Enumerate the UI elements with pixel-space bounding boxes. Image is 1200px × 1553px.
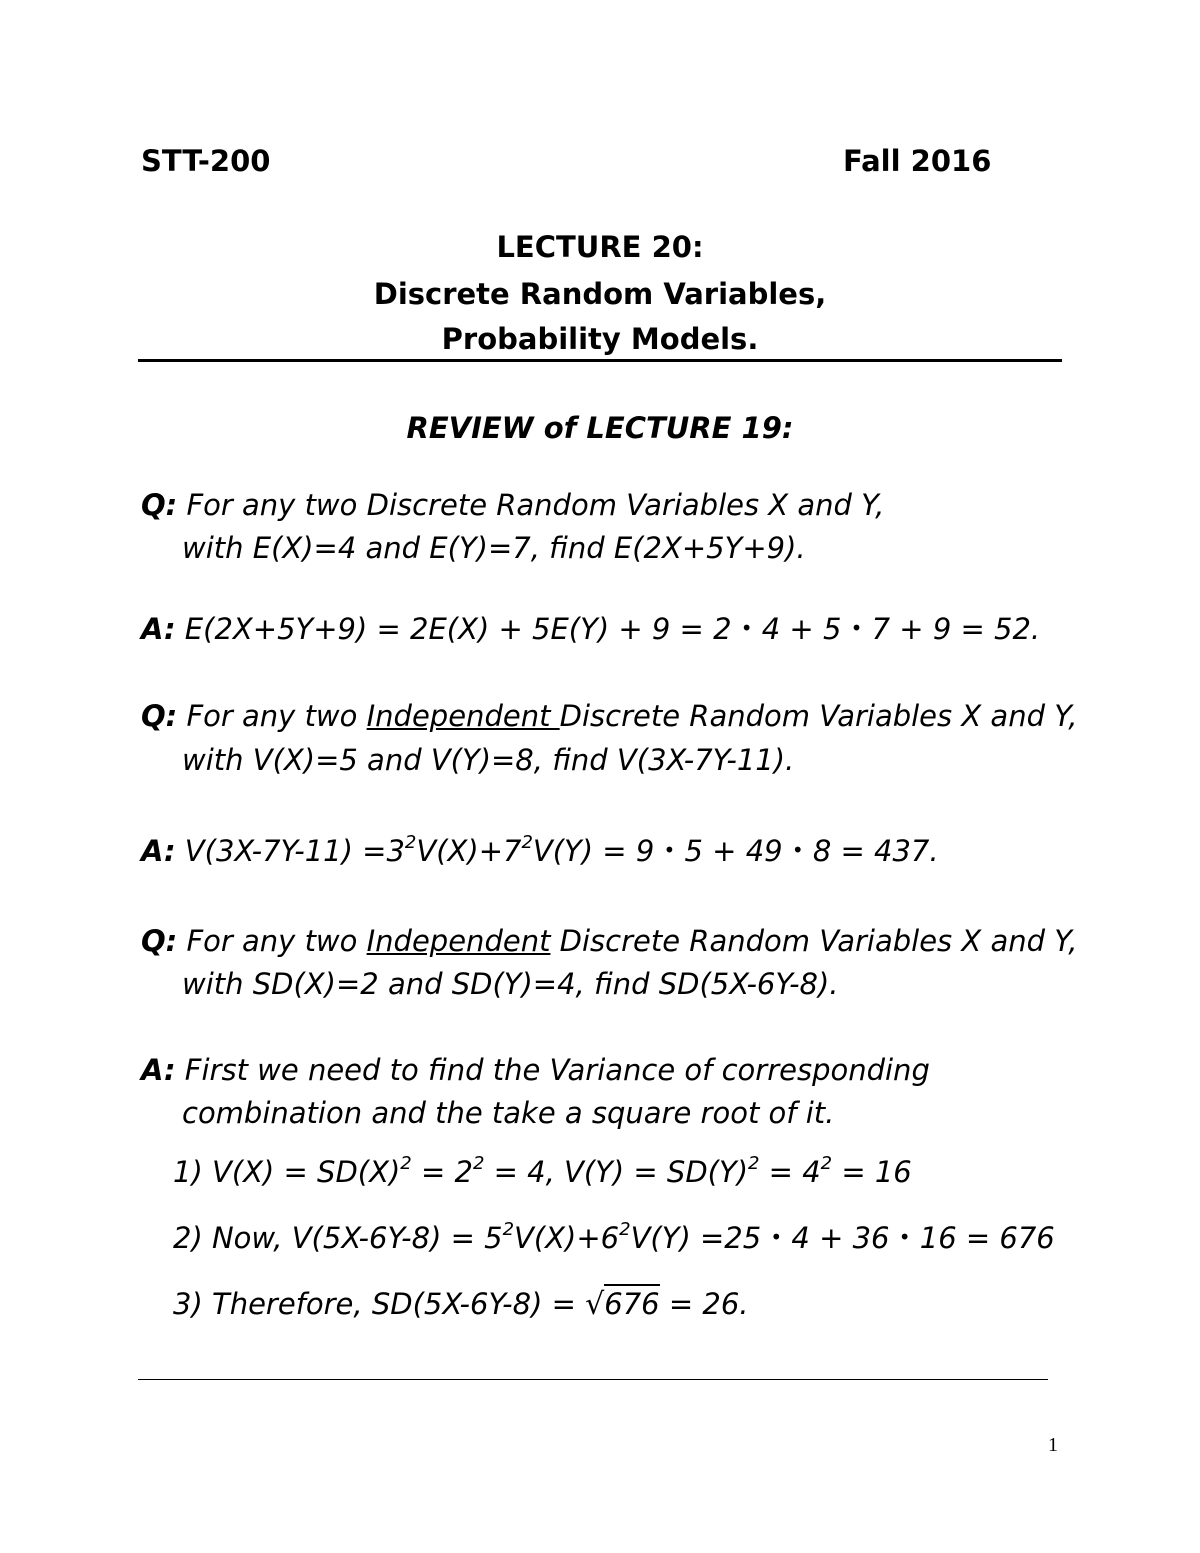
answer-3-step-1: 1) $V(X) = SD(X)^2 = 2^2 = 4$, $V(Y) = SD(Y)^2 = 4^2 = 16$: [173, 1153, 912, 1189]
answer-3-line-1: A: First we need to find the Variance of corresponding: [141, 1053, 930, 1087]
lecture-subtitle-1: Discrete Random Variables,: [373, 277, 827, 311]
radical-icon: √: [585, 1287, 605, 1322]
question-1-line-1: [141, 488, 884, 522]
square-root: √676: [585, 1287, 659, 1322]
title-divider: [138, 359, 1062, 362]
multiply-dot: •: [663, 838, 676, 862]
review-heading: REVIEW of LECTURE 19:: [406, 411, 794, 445]
answer-1: A: E(2X+5Y+9) = 2E(X) + 5E(Y) + 9 = 2 • 4 + 5 • 7 + 9 = 52.: [141, 612, 1041, 646]
answer-label: A:: [141, 834, 176, 868]
page-number: 1: [1048, 1434, 1058, 1456]
bottom-divider: [138, 1379, 1048, 1380]
multiply-dot: •: [791, 838, 804, 862]
answer-3-step-2: 2) Now, $V(5X-6Y-8) = 5^2V(X)+6^2V(Y) =25$ • 4 + 36 • 16 = 676: [173, 1219, 1055, 1255]
question-2-line-1: Q: For any two Independent Discrete Random Variables X and Y,: [141, 699, 1078, 733]
multiply-dot: •: [740, 616, 753, 640]
answer-2: A: $V(3X-7Y-11) =3^2V(X)+7^2V(Y) = 9$ • 5 + 49 • 8 = 437.: [141, 832, 939, 868]
question-2-line-2: with V(X)=5 and V(Y)=8, find V(3X-7Y-11).: [182, 743, 795, 777]
answer-3-step-3: 3) Therefore, SD(5X-6Y-8) = √676 = 26.: [173, 1287, 749, 1322]
multiply-dot: •: [898, 1225, 911, 1249]
underlined-term: Independent: [366, 924, 551, 958]
lecture-subtitle-2: Probability Models.: [441, 322, 759, 356]
question-3-line-2: with SD(X)=2 and SD(Y)=4, find SD(5X-6Y-8).: [182, 967, 839, 1001]
question-label: Q:: [141, 488, 178, 522]
answer-label: A:: [141, 612, 176, 646]
answer-3-line-2: combination and the take a square root of it.: [182, 1096, 835, 1130]
question-label: Q:: [141, 924, 178, 958]
multiply-dot: •: [850, 616, 863, 640]
question-1-line-2: with E(X)=4 and E(Y)=7, find E(2X+5Y+9).: [182, 531, 806, 565]
question-label: Q:: [141, 699, 178, 733]
multiply-dot: •: [770, 1225, 783, 1249]
term-label: Fall 2016: [843, 144, 992, 178]
question-1-text: For any two Discrete Random Variables X and Y,: [177, 488, 885, 522]
underlined-term: Independent: [366, 699, 560, 733]
course-code: STT-200: [141, 144, 271, 178]
lecture-title: LECTURE 20:: [496, 230, 704, 264]
answer-label: A:: [141, 1053, 176, 1087]
question-3-line-1: Q: For any two Independent Discrete Random Variables X and Y,: [141, 924, 1078, 958]
